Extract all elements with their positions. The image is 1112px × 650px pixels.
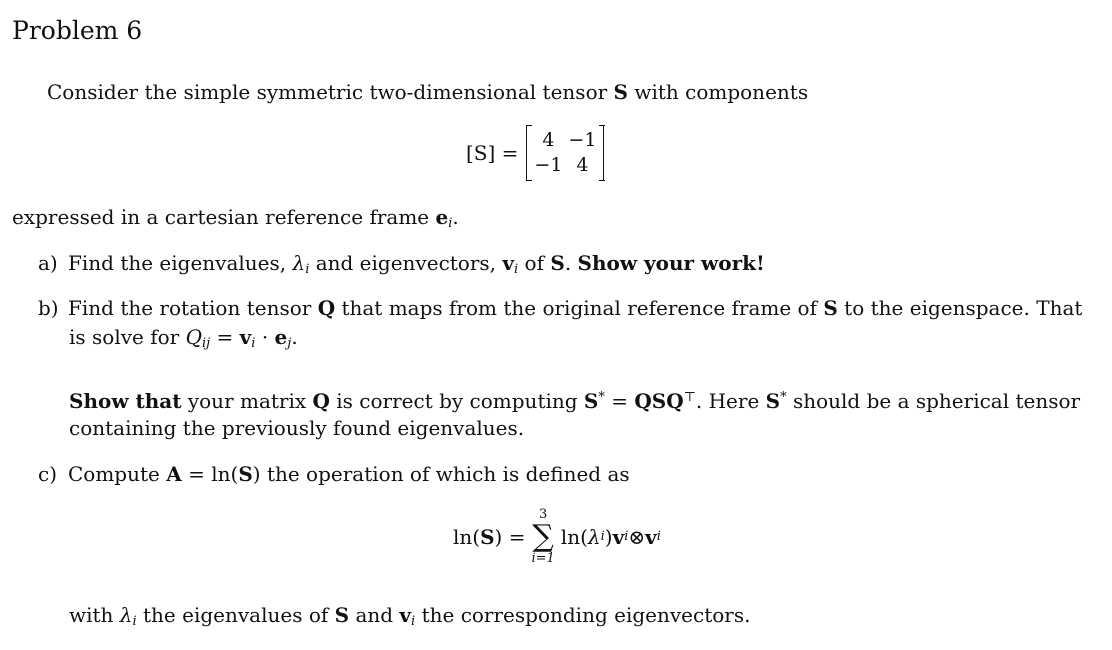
transpose-superscript: ⊤ [683, 390, 696, 405]
star-superscript: * [780, 390, 787, 405]
tensor-symbol: S [480, 525, 495, 549]
matrix-cell: −1 [534, 154, 563, 176]
basis-subscript: j [287, 336, 292, 351]
matrix-cell: −1 [568, 129, 597, 151]
problem-title: Problem 6 [12, 16, 143, 45]
ln-text: ln( [453, 525, 481, 549]
q-component-symbol: Q [185, 325, 202, 349]
rotation-symbol: Q [312, 389, 330, 413]
part-c-text: = ln( [181, 462, 239, 486]
lambda-subscript: i [132, 614, 137, 629]
part-b-text: that maps from the original reference frame of [335, 296, 824, 320]
intro-text-pre: Consider the simple symmetric two-dimensional tensor [47, 80, 614, 104]
basis-symbol: e [274, 325, 288, 349]
tensor-symbol: S [765, 389, 781, 413]
vector-subscript: i [251, 336, 256, 351]
part-a-label: a) [38, 251, 58, 275]
closing-text: the eigenvalues of [136, 603, 335, 627]
frame-text: expressed in a cartesian reference frame [12, 205, 436, 229]
tensor-symbol: S [583, 389, 599, 413]
rotation-symbol: Q [317, 296, 336, 320]
dot-operator: · [255, 325, 275, 349]
vector-symbol: v [502, 251, 515, 275]
vector-subscript: i [411, 614, 416, 629]
equals-sign: = [210, 325, 240, 349]
vector-symbol: v [239, 325, 252, 349]
part-b-show-that [69, 389, 1080, 413]
closing-text: the corresponding eigenvectors. [415, 603, 751, 627]
part-b-line-4: containing the previously found eigenvalues. [69, 416, 525, 440]
equals-sign: = [604, 389, 635, 413]
part-a [38, 251, 765, 275]
basis-symbol: e [435, 205, 449, 229]
part-a-text: . [564, 251, 578, 275]
tensor-symbol: S [550, 251, 565, 275]
ln-text: ) [604, 525, 613, 549]
sum-formula: ln( S ) = 3 ∑ i=1 ln( λ i ) v i ⊗ v i [453, 507, 661, 566]
period: . [291, 325, 298, 349]
part-a-text: and eigenvectors, [309, 251, 503, 275]
part-b [38, 296, 1082, 320]
closing-text: and [349, 603, 400, 627]
frame-line [12, 205, 459, 229]
tensor-symbol: S [613, 80, 628, 104]
part-b-text: . Here [695, 389, 766, 413]
ln-text: ) = [494, 525, 526, 549]
matrix-cell: 4 [576, 154, 589, 176]
ln-text: ln( [560, 525, 588, 549]
a-symbol: A [166, 462, 182, 486]
tensor-symbol: S [238, 462, 253, 486]
matrix-cell: 4 [542, 129, 555, 151]
matrix-equation [466, 126, 604, 180]
tensor-symbol: S [334, 603, 350, 627]
lambda-symbol: λ [119, 603, 133, 627]
part-c-label: c) [38, 462, 58, 486]
otimes-operator: ⊗ [628, 525, 646, 549]
part-c-text: Compute [68, 462, 167, 486]
closing-text: with [69, 603, 120, 627]
lambda-subscript: i [305, 262, 310, 277]
tensor-symbol: S [823, 296, 838, 320]
part-b-text: Find the rotation tensor [68, 296, 318, 320]
part-b-line-2 [69, 325, 298, 349]
vector-symbol: v [399, 603, 412, 627]
lambda-symbol: λ [292, 251, 306, 275]
sigma-symbol: ∑ [532, 519, 554, 554]
sum-lower-limit: i=1 [531, 551, 555, 566]
basis-subscript: i [448, 216, 453, 231]
intro-line [47, 80, 808, 104]
sum-upper-limit: 3 [538, 507, 548, 522]
part-b-text: to the eigenspace. That [837, 296, 1083, 320]
part-b-text: is solve for [69, 325, 186, 349]
matrix-lhs: [S] = [466, 141, 519, 165]
star-superscript: * [598, 390, 605, 405]
part-b-text: your matrix [181, 389, 313, 413]
product-symbol: QSQ [634, 389, 684, 413]
lambda-symbol: λ [587, 525, 601, 549]
vector-symbol: v [645, 525, 657, 549]
part-c-text: ) the operation of which is defined as [252, 462, 630, 486]
part-a-text: of [518, 251, 551, 275]
part-b-label: b) [38, 296, 59, 320]
emphasis-text: Show your work! [577, 251, 765, 275]
intro-text-post: with components [627, 80, 809, 104]
frame-end: . [452, 205, 459, 229]
part-a-text: Find the eigenvalues, [68, 251, 293, 275]
vector-subscript: i [514, 262, 519, 277]
emphasis-text: Show that [69, 389, 182, 413]
part-b-text: is correct by computing [329, 389, 584, 413]
vector-symbol: v [612, 525, 625, 549]
q-subscript: ij [201, 336, 211, 351]
part-b-text: should be a spherical tensor [786, 389, 1081, 413]
matrix-brackets [526, 126, 604, 180]
sigma-block [531, 508, 554, 566]
closing-line [69, 603, 750, 627]
part-c [38, 462, 630, 486]
